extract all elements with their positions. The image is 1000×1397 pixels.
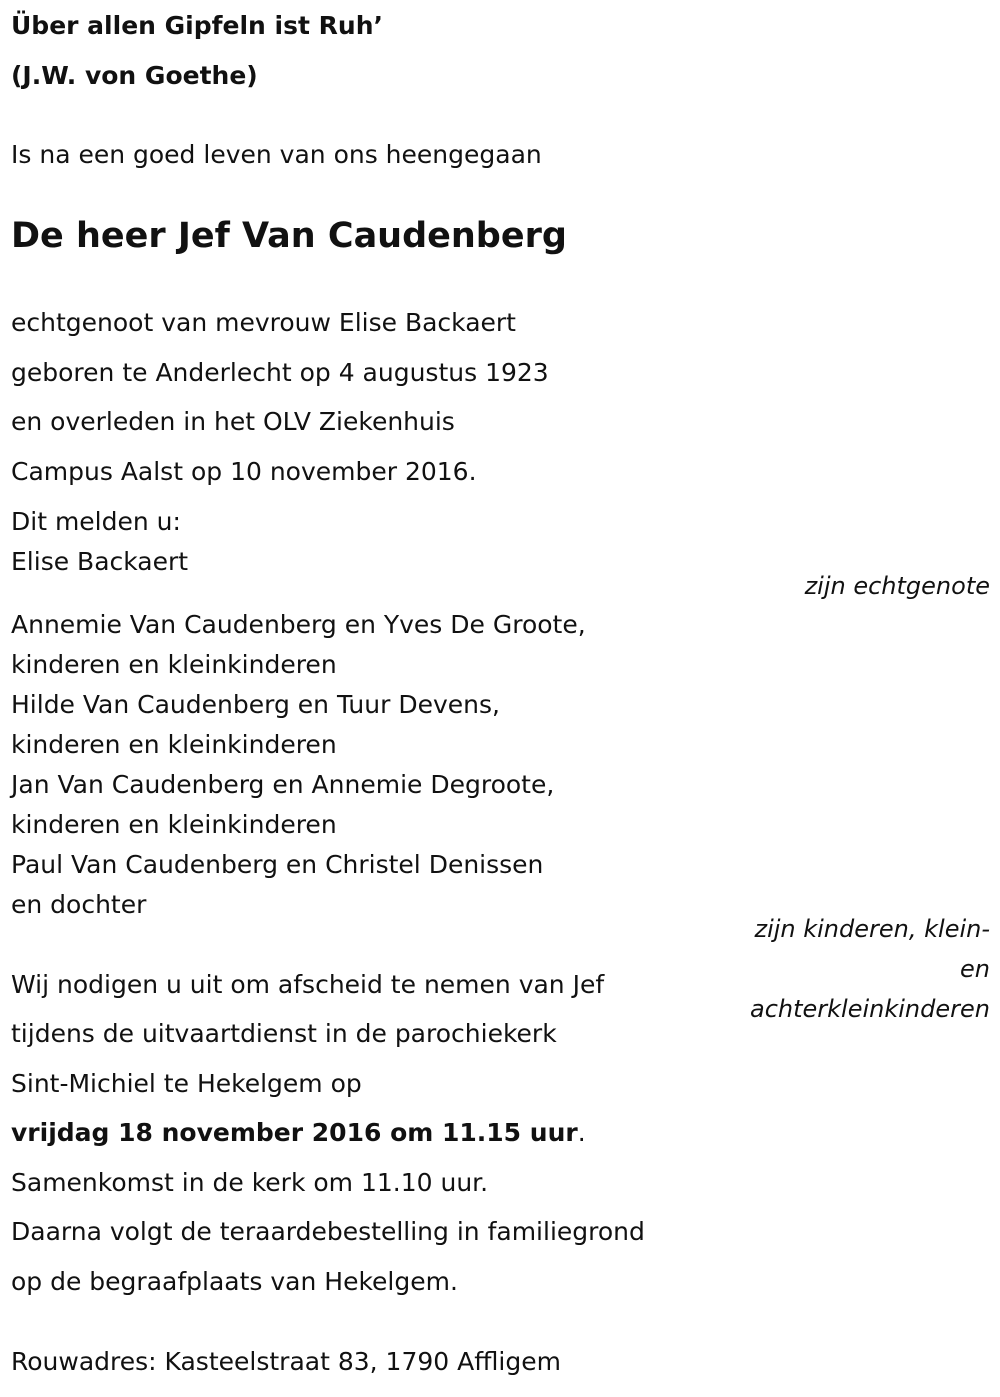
children-role: zijn kinderen, klein- bbox=[754, 915, 990, 943]
invitation-line: tijdens de uitvaartdienst in de parochiekerk bbox=[11, 1019, 557, 1048]
invitation-line: op de begraafplaats van Hekelgem. bbox=[11, 1267, 458, 1296]
children-role: en bbox=[960, 955, 990, 983]
announcers-label: Dit melden u: bbox=[11, 507, 181, 536]
motto-line: Über allen Gipfeln ist Ruh’ bbox=[11, 11, 383, 40]
children-role: achterkleinkinderen bbox=[750, 995, 990, 1023]
invitation-line: Daarna volgt de teraardebestelling in familiegrond bbox=[11, 1217, 645, 1246]
family-line: kinderen en kleinkinderen bbox=[11, 730, 337, 759]
family-line: Hilde Van Caudenberg en Tuur Devens, bbox=[11, 690, 500, 719]
funeral-date bbox=[11, 1118, 586, 1148]
detail-line: geboren te Anderlecht op 4 augustus 1923 bbox=[11, 358, 549, 387]
funeral-date-suffix: . bbox=[577, 1118, 586, 1147]
spouse-role: zijn echtgenote bbox=[804, 572, 990, 600]
detail-line: echtgenoot van mevrouw Elise Backaert bbox=[11, 308, 516, 337]
family-line: kinderen en kleinkinderen bbox=[11, 650, 337, 679]
family-line: en dochter bbox=[11, 890, 147, 919]
invitation-line: Samenkomst in de kerk om 11.10 uur. bbox=[11, 1168, 489, 1197]
family-line: Annemie Van Caudenberg en Yves De Groote, bbox=[11, 610, 586, 639]
motto-author: (J.W. von Goethe) bbox=[11, 61, 258, 90]
spouse-name: Elise Backaert bbox=[11, 547, 189, 576]
detail-line: en overleden in het OLV Ziekenhuis bbox=[11, 407, 455, 436]
intro-text: Is na een goed leven van ons heengegaan bbox=[11, 140, 542, 169]
mourning-address: Rouwadres: Kasteelstraat 83, 1790 Affligem bbox=[11, 1347, 561, 1376]
family-line: Jan Van Caudenberg en Annemie Degroote, bbox=[11, 770, 555, 799]
invitation-line: Wij nodigen u uit om afscheid te nemen van Jef bbox=[11, 970, 605, 999]
family-line: Paul Van Caudenberg en Christel Denissen bbox=[11, 850, 544, 879]
funeral-date-text: vrijdag 18 november 2016 om 11.15 uur bbox=[11, 1118, 578, 1147]
detail-line: Campus Aalst op 10 november 2016. bbox=[11, 457, 477, 486]
invitation-line: Sint-Michiel te Hekelgem op bbox=[11, 1069, 362, 1098]
deceased-name: De heer Jef Van Caudenberg bbox=[11, 216, 567, 256]
family-line: kinderen en kleinkinderen bbox=[11, 810, 337, 839]
